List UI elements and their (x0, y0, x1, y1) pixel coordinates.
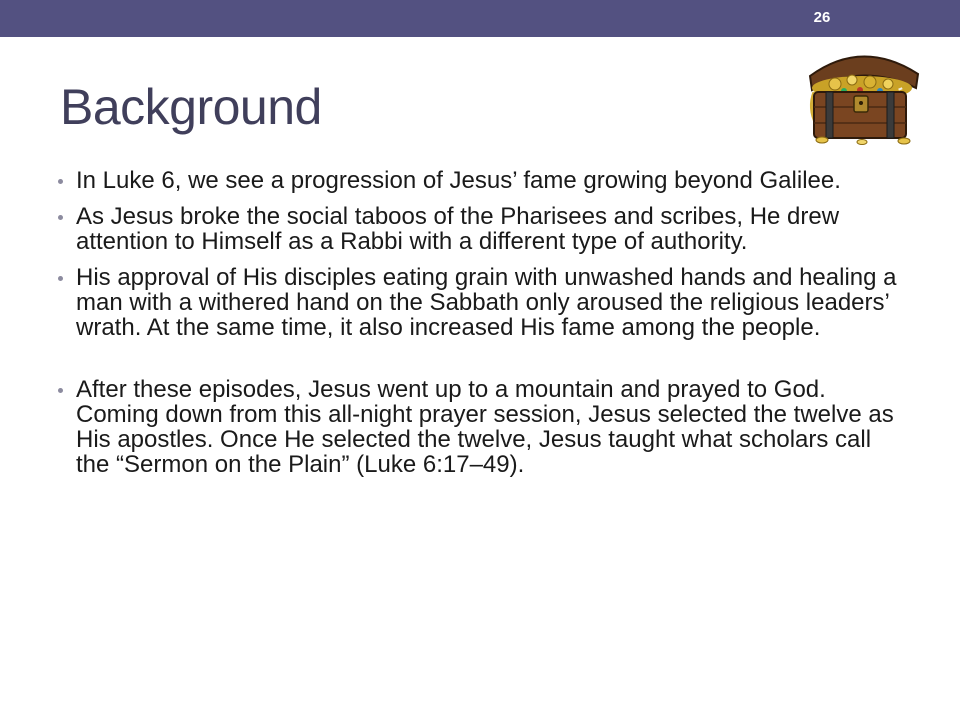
bullet-text: In Luke 6, we see a progression of Jesus’ fame growing beyond Galilee. (76, 167, 841, 194)
treasure-chest-image (800, 44, 925, 146)
slide-number: 26 (813, 9, 831, 26)
bullet-text: His approval of His disciples eating grain with unwashed hands and healing a man with a withered hand on the Sabbath only aroused the religious leaders’ wrath. At the same time, it also increased His fame among the people. (76, 264, 897, 341)
slide-title: Background (60, 79, 322, 135)
bullet-item (58, 265, 908, 340)
bullet-marker (58, 276, 63, 281)
bullet-marker (58, 215, 63, 220)
bullet-text: After these episodes, Jesus went up to a mountain and prayed to God. Coming down from this all-night prayer session, Jesus selected the twelve as His apostles. Once He selected the twelve, Jesus taught what scholars call the “Sermon on the Plain” (Luke 6:17–49). (76, 376, 894, 478)
bullet-item (58, 377, 908, 477)
bullet-text: As Jesus broke the social taboos of the Pharisees and scribes, He drew attention to Himself as a Rabbi with a different type of authority. (76, 203, 840, 255)
bullet-list (58, 168, 908, 488)
bullet-item (58, 168, 908, 193)
top-bar (0, 0, 960, 37)
bullet-item (58, 204, 908, 254)
bullet-marker (58, 388, 63, 393)
bullet-marker (58, 179, 63, 184)
